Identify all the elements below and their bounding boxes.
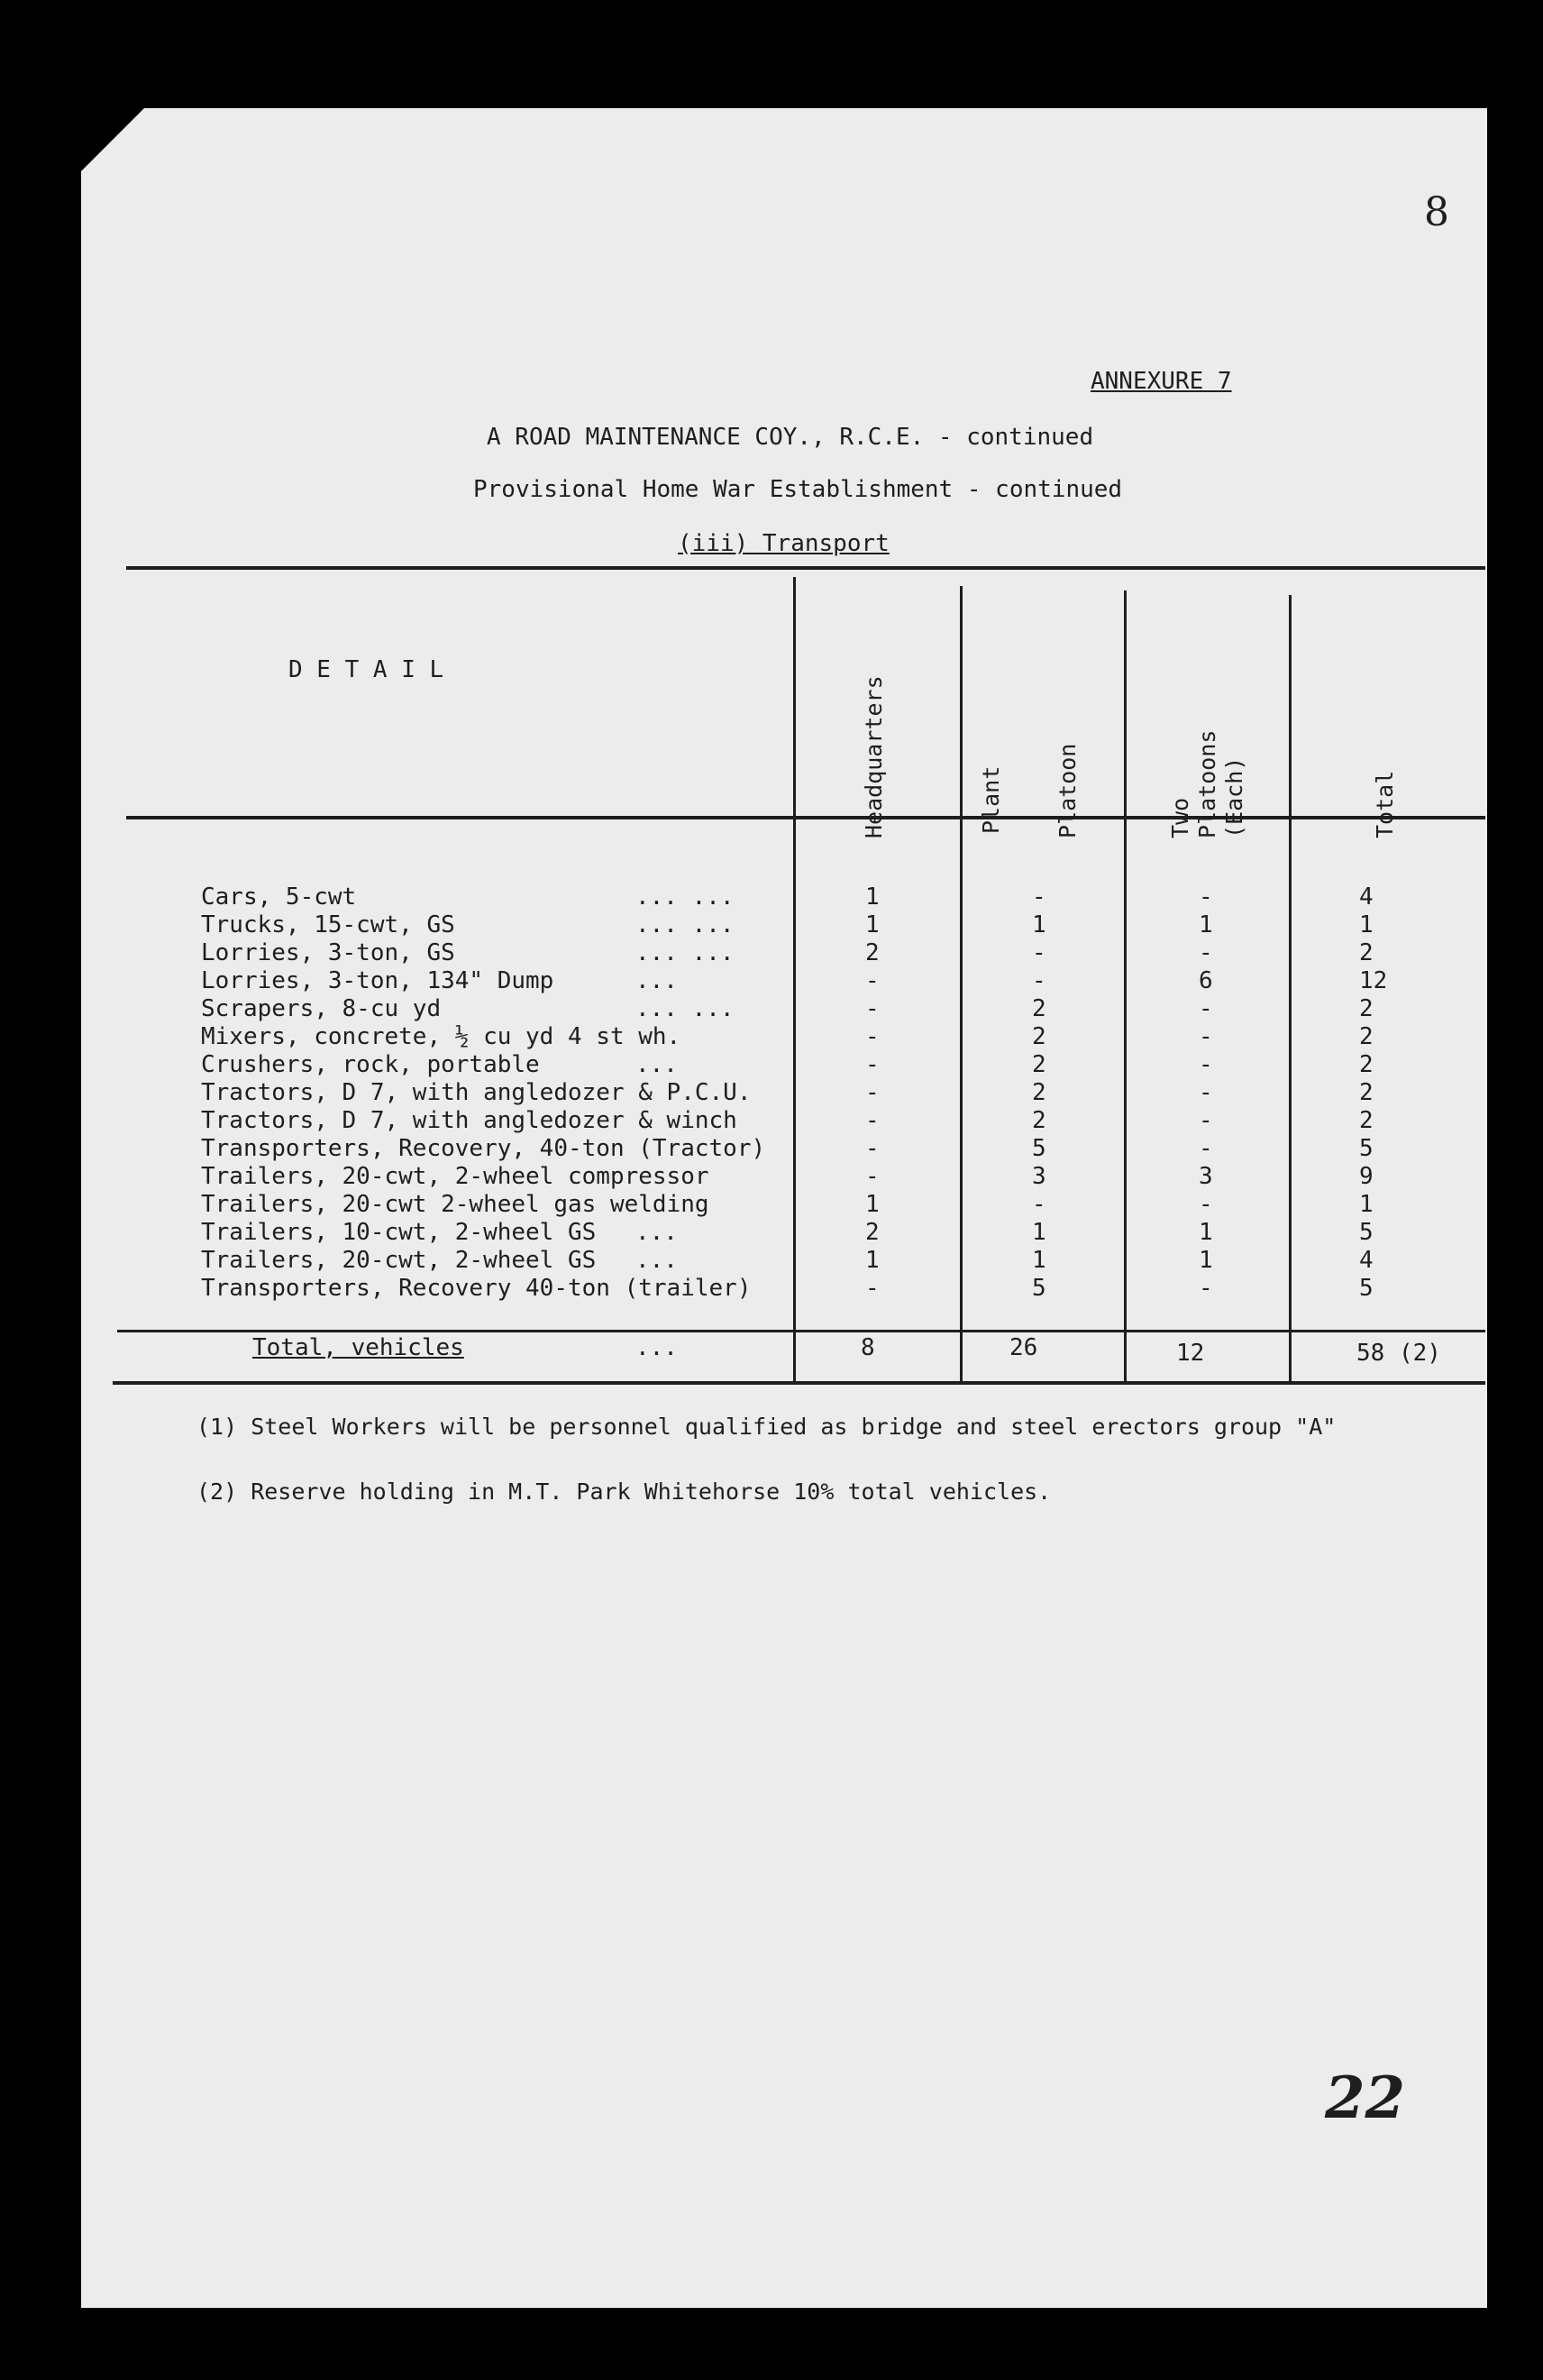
row-detail: Trucks, 15-cwt, GS — [201, 911, 455, 938]
column-header-headquarters: Headquarters — [861, 675, 887, 838]
column-header-two: Two — [1167, 797, 1193, 838]
totals-label: Total, vehicles — [252, 1334, 464, 1361]
row-headquarters-value: - — [865, 1275, 880, 1302]
row-two-platoons-value: - — [1199, 883, 1213, 911]
column-header-total: Total — [1372, 770, 1398, 838]
column-header-each: (Each) — [1221, 756, 1247, 838]
row-headquarters-value: - — [865, 995, 880, 1022]
table-bottom-rule — [113, 1381, 1485, 1385]
row-plant-platoon-value: 2 — [1032, 1051, 1046, 1078]
row-detail: Trailers, 20-cwt, 2-wheel GS — [201, 1247, 597, 1274]
totals-dots: ... — [635, 1334, 678, 1361]
row-dots: ... — [635, 1247, 678, 1274]
table-total-rule — [117, 1330, 1485, 1332]
row-headquarters-value: 2 — [865, 939, 880, 966]
row-two-platoons-value: - — [1199, 939, 1213, 966]
row-plant-platoon-value: 2 — [1032, 1107, 1046, 1134]
table-row — [0, 939, 1543, 967]
row-detail: Mixers, concrete, ½ cu yd 4 st wh. — [201, 1023, 681, 1050]
row-plant-platoon-value: 5 — [1032, 1275, 1046, 1302]
row-dots: ... ... — [635, 995, 735, 1022]
title-line-1: A ROAD MAINTENANCE COY., R.C.E. - continued — [487, 424, 1094, 451]
row-headquarters-value: - — [865, 1023, 880, 1050]
row-two-platoons-value: - — [1199, 1191, 1213, 1218]
row-dots: ... ... — [635, 939, 735, 966]
row-plant-platoon-value: 3 — [1032, 1163, 1046, 1190]
row-plant-platoon-value: 5 — [1032, 1135, 1046, 1162]
row-detail: Transporters, Recovery, 40-ton (Tractor) — [201, 1135, 766, 1162]
row-plant-platoon-value: 1 — [1032, 911, 1046, 938]
row-two-platoons-value: - — [1199, 1023, 1213, 1050]
row-plant-platoon-value: 2 — [1032, 1023, 1046, 1050]
annexure-label: ANNEXURE 7 — [1091, 368, 1232, 395]
table-row — [0, 911, 1543, 939]
row-detail: Trailers, 20-cwt 2-wheel gas welding — [201, 1191, 709, 1218]
row-dots: ... ... — [635, 911, 735, 938]
column-header-platoons: Platoons — [1194, 729, 1220, 838]
row-dots: ... — [635, 967, 678, 994]
row-dots: ... ... — [635, 883, 735, 911]
row-detail: Cars, 5-cwt — [201, 883, 357, 911]
row-dots: ... — [635, 1219, 678, 1246]
row-total-value: 4 — [1359, 883, 1374, 911]
row-detail: Lorries, 3-ton, GS — [201, 939, 455, 966]
row-headquarters-value: 2 — [865, 1219, 880, 1246]
row-plant-platoon-value: 1 — [1032, 1247, 1046, 1274]
row-plant-platoon-value: - — [1032, 967, 1046, 994]
table-row — [0, 1107, 1543, 1135]
row-total-value: 9 — [1359, 1163, 1374, 1190]
table-row — [0, 1247, 1543, 1275]
row-plant-platoon-value: - — [1032, 1191, 1046, 1218]
table-row — [0, 995, 1543, 1023]
table-row — [0, 967, 1543, 995]
table-row — [0, 1275, 1543, 1303]
page-number: 8 — [1424, 189, 1449, 235]
row-two-platoons-value: 3 — [1199, 1163, 1213, 1190]
row-two-platoons-value: 6 — [1199, 967, 1213, 994]
row-headquarters-value: - — [865, 1135, 880, 1162]
row-headquarters-value: 1 — [865, 911, 880, 938]
row-two-platoons-value: 1 — [1199, 1219, 1213, 1246]
row-total-value: 2 — [1359, 939, 1374, 966]
handwritten-number: 22 — [1325, 2064, 1406, 2132]
document-subtitle — [473, 476, 1122, 503]
row-headquarters-value: 1 — [865, 883, 880, 911]
row-two-platoons-value: - — [1199, 1107, 1213, 1134]
table-row — [0, 1079, 1543, 1107]
column-header-detail: D E T A I L — [288, 656, 444, 683]
row-total-value: 2 — [1359, 1051, 1374, 1078]
row-detail: Crushers, rock, portable — [201, 1051, 540, 1078]
totals-total: 58 (2) — [1356, 1340, 1441, 1367]
row-total-value: 12 — [1359, 967, 1388, 994]
totals-plant: 26 — [1009, 1334, 1038, 1361]
table-row — [0, 1023, 1543, 1051]
table-row — [0, 1191, 1543, 1219]
row-headquarters-value: - — [865, 967, 880, 994]
table-row — [0, 883, 1543, 911]
row-detail: Trailers, 20-cwt, 2-wheel compressor — [201, 1163, 709, 1190]
totals-hq: 8 — [861, 1334, 875, 1361]
row-two-platoons-value: 1 — [1199, 911, 1213, 938]
row-detail: Trailers, 10-cwt, 2-wheel GS — [201, 1219, 597, 1246]
note-2: (2) Reserve holding in M.T. Park Whitehorse 10% total vehicles. — [196, 1478, 1052, 1505]
row-total-value: 5 — [1359, 1275, 1374, 1302]
page-corner-fold — [81, 108, 144, 171]
section-title: (iii) Transport — [678, 530, 890, 557]
row-total-value: 2 — [1359, 1079, 1374, 1106]
table-row — [0, 1051, 1543, 1079]
table-row — [0, 1219, 1543, 1247]
title-line-2: Provisional Home War Establishment - continued — [473, 476, 1123, 503]
row-two-platoons-value: - — [1199, 1079, 1213, 1106]
table-row — [0, 1135, 1543, 1163]
row-two-platoons-value: - — [1199, 1135, 1213, 1162]
row-headquarters-value: - — [865, 1079, 880, 1106]
row-total-value: 1 — [1359, 911, 1374, 938]
row-plant-platoon-value: 1 — [1032, 1219, 1046, 1246]
row-total-value: 2 — [1359, 1023, 1374, 1050]
row-headquarters-value: - — [865, 1107, 880, 1134]
row-total-value: 2 — [1359, 1107, 1374, 1134]
row-plant-platoon-value: - — [1032, 883, 1046, 911]
column-header-plant: Plant — [978, 765, 1004, 834]
row-plant-platoon-value: - — [1032, 939, 1046, 966]
row-total-value: 5 — [1359, 1135, 1374, 1162]
row-headquarters-value: 1 — [865, 1191, 880, 1218]
row-plant-platoon-value: 2 — [1032, 1079, 1046, 1106]
totals-two: 12 — [1176, 1340, 1205, 1367]
totals-row — [0, 1334, 1543, 1367]
row-detail: Transporters, Recovery 40-ton (trailer) — [201, 1275, 752, 1302]
table-header-rule — [126, 816, 1485, 819]
row-detail: Lorries, 3-ton, 134" Dump — [201, 967, 554, 994]
row-two-platoons-value: - — [1199, 1051, 1213, 1078]
row-detail: Tractors, D 7, with angledozer & P.C.U. — [201, 1079, 752, 1106]
row-two-platoons-value: 1 — [1199, 1247, 1213, 1274]
note-1: (1) Steel Workers will be personnel qualified as bridge and steel erectors group "A" — [196, 1414, 1337, 1440]
row-plant-platoon-value: 2 — [1032, 995, 1046, 1022]
row-headquarters-value: - — [865, 1163, 880, 1190]
table-row — [0, 1163, 1543, 1191]
row-total-value: 1 — [1359, 1191, 1374, 1218]
row-two-platoons-value: - — [1199, 1275, 1213, 1302]
row-total-value: 5 — [1359, 1219, 1374, 1246]
row-total-value: 4 — [1359, 1247, 1374, 1274]
row-dots: ... — [635, 1051, 678, 1078]
document-title — [487, 424, 1093, 451]
row-headquarters-value: - — [865, 1051, 880, 1078]
column-header-platoon: Platoon — [1055, 743, 1081, 838]
row-headquarters-value: 1 — [865, 1247, 880, 1274]
row-total-value: 2 — [1359, 995, 1374, 1022]
row-detail: Tractors, D 7, with angledozer & winch — [201, 1107, 737, 1134]
row-detail: Scrapers, 8-cu yd — [201, 995, 442, 1022]
table-top-rule — [126, 566, 1485, 570]
row-two-platoons-value: - — [1199, 995, 1213, 1022]
